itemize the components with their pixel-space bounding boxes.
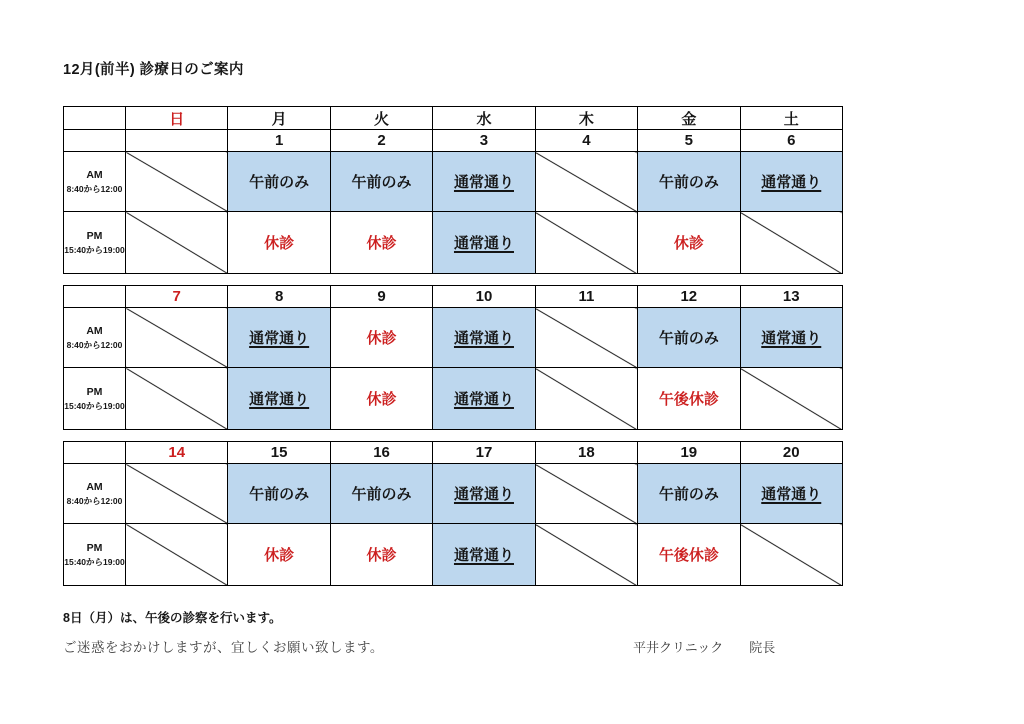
- schedule-cell: [228, 524, 330, 586]
- hours-label: 15:40から19:00: [64, 400, 125, 411]
- schedule-cell: [740, 152, 842, 212]
- schedule-cell-closed-diagonal: [126, 212, 228, 274]
- date-cell: 20: [740, 442, 842, 464]
- schedule-status: 午前のみ: [658, 174, 719, 191]
- pm-row: [64, 212, 843, 274]
- schedule-cell: [228, 212, 330, 274]
- schedule-status: 通常通り: [453, 391, 514, 408]
- schedule-cell: [433, 368, 535, 430]
- page-title: 12月(前半) 診療日のご案内: [63, 62, 244, 78]
- schedule-cell-closed-diagonal: [740, 368, 842, 430]
- am-label-cell: [64, 464, 126, 524]
- schedule-cell: [638, 464, 740, 524]
- schedule-status: 通常通り: [249, 391, 310, 408]
- schedule-cell: [638, 212, 740, 274]
- schedule-status: 午前のみ: [351, 486, 412, 503]
- schedule-cell: [330, 152, 432, 212]
- schedule-cell: [330, 212, 432, 274]
- schedule-cell-closed-diagonal: [535, 464, 637, 524]
- date-cell: 10: [433, 286, 535, 308]
- date-label-cell: [64, 286, 126, 308]
- schedule-status: 通常通り: [453, 235, 514, 252]
- schedule-cell: [433, 152, 535, 212]
- schedule-cell-closed-diagonal: [126, 368, 228, 430]
- schedule-status: 午前のみ: [249, 174, 310, 191]
- corner-cell: [64, 107, 126, 130]
- schedule-cell: [740, 464, 842, 524]
- schedule-cell: [638, 152, 740, 212]
- schedule-cell-closed-diagonal: [535, 308, 637, 368]
- hours-label: 15:40から19:00: [64, 244, 125, 255]
- day-header-cell: 水: [433, 107, 535, 130]
- period-label: PM: [86, 229, 103, 242]
- date-cell: 4: [535, 130, 637, 152]
- schedule-status: 通常通り: [453, 330, 514, 347]
- schedule-status: 休診: [264, 235, 295, 252]
- schedule-cell: [638, 524, 740, 586]
- schedule-status: 休診: [673, 235, 704, 252]
- schedule-status: 休診: [366, 547, 397, 564]
- schedule-cell: [638, 308, 740, 368]
- week-table-1: [63, 106, 843, 274]
- schedule-status: 通常通り: [453, 547, 514, 564]
- date-cell: 8: [228, 286, 330, 308]
- date-cell: 2: [330, 130, 432, 152]
- date-cell: 18: [535, 442, 637, 464]
- hours-label: 15:40から19:00: [64, 556, 125, 567]
- schedule-status: 午前のみ: [658, 486, 719, 503]
- date-cell: 19: [638, 442, 740, 464]
- period-label: AM: [86, 480, 103, 493]
- pm-label-cell: [64, 368, 126, 430]
- date-cell: 1: [228, 130, 330, 152]
- schedule-status: 通常通り: [761, 174, 822, 191]
- schedule-status: 午前のみ: [249, 486, 310, 503]
- schedule-status: 午前のみ: [658, 330, 719, 347]
- schedule-cell: [228, 464, 330, 524]
- day-header-cell: 火: [330, 107, 432, 130]
- clinic-name: 平井クリニック: [633, 640, 724, 655]
- date-cell: [126, 130, 228, 152]
- date-cell: 17: [433, 442, 535, 464]
- clinic-signature: [633, 637, 775, 656]
- schedule-status: 通常通り: [761, 330, 822, 347]
- schedule-cell: [228, 368, 330, 430]
- schedule-status: 休診: [366, 235, 397, 252]
- schedule-cell: [433, 308, 535, 368]
- schedule-cell-closed-diagonal: [740, 212, 842, 274]
- am-row: [64, 152, 843, 212]
- schedule-cell: [330, 368, 432, 430]
- day-header-cell: 日: [126, 107, 228, 130]
- schedule-cell: [433, 464, 535, 524]
- period-label: PM: [86, 541, 103, 554]
- pm-label-cell: [64, 524, 126, 586]
- hours-label: 8:40から12:00: [66, 495, 123, 506]
- date-cell: 12: [638, 286, 740, 308]
- day-header-cell: 月: [228, 107, 330, 130]
- date-cell: 9: [330, 286, 432, 308]
- date-cell: 11: [535, 286, 637, 308]
- period-label: AM: [86, 168, 103, 181]
- period-label: AM: [86, 324, 103, 337]
- pm-row: [64, 524, 843, 586]
- schedule-cell-closed-diagonal: [535, 524, 637, 586]
- footer-row: [63, 636, 843, 654]
- footer-note-apology: ご迷惑をおかけしますが、宜しくお願い致します。: [63, 640, 384, 655]
- schedule-cell: [330, 464, 432, 524]
- schedule-cell-closed-diagonal: [740, 524, 842, 586]
- date-cell: 15: [228, 442, 330, 464]
- pm-label-cell: [64, 212, 126, 274]
- date-cell: 14: [126, 442, 228, 464]
- schedule-cell-closed-diagonal: [535, 212, 637, 274]
- schedule-status: 午前のみ: [351, 174, 412, 191]
- schedule-cell: [740, 308, 842, 368]
- schedule-cell: [330, 308, 432, 368]
- hours-label: 8:40から12:00: [66, 339, 123, 350]
- date-cell: 7: [126, 286, 228, 308]
- am-row: [64, 464, 843, 524]
- schedule-cell-closed-diagonal: [126, 308, 228, 368]
- date-row: [64, 286, 843, 308]
- day-header-cell: 木: [535, 107, 637, 130]
- schedule-status: 休診: [264, 547, 295, 564]
- hours-label: 8:40から12:00: [66, 183, 123, 194]
- schedule-cell: [228, 152, 330, 212]
- date-row: [64, 442, 843, 464]
- date-cell: 5: [638, 130, 740, 152]
- schedule-cell: [433, 212, 535, 274]
- date-label-cell: [64, 442, 126, 464]
- schedule-cell: [638, 368, 740, 430]
- date-cell: 3: [433, 130, 535, 152]
- schedule-cell-closed-diagonal: [126, 464, 228, 524]
- director-title: 院長: [749, 640, 776, 655]
- schedule-cell: [433, 524, 535, 586]
- pm-row: [64, 368, 843, 430]
- schedule-cell: [228, 308, 330, 368]
- schedule-status: 通常通り: [453, 174, 514, 191]
- am-label-cell: [64, 152, 126, 212]
- week-table-2: [63, 285, 843, 430]
- schedule-status: 休診: [366, 391, 397, 408]
- schedule-calendar: [63, 106, 1024, 586]
- day-header-cell: 金: [638, 107, 740, 130]
- schedule-status: 午後休診: [658, 391, 719, 408]
- schedule-status: 通常通り: [249, 330, 310, 347]
- am-label-cell: [64, 308, 126, 368]
- date-cell: 13: [740, 286, 842, 308]
- date-row: [64, 130, 843, 152]
- schedule-cell: [330, 524, 432, 586]
- day-header-cell: 土: [740, 107, 842, 130]
- footer-note-special: 8日（月）は、午後の診察を行います。: [63, 611, 282, 625]
- schedule-status: 通常通り: [761, 486, 822, 503]
- schedule-notice-page: [0, 58, 1024, 654]
- date-cell: 16: [330, 442, 432, 464]
- day-header-row: [64, 107, 843, 130]
- schedule-cell-closed-diagonal: [535, 152, 637, 212]
- schedule-status: 通常通り: [453, 486, 514, 503]
- date-cell: 6: [740, 130, 842, 152]
- week-table-3: [63, 441, 843, 586]
- period-label: PM: [86, 385, 103, 398]
- schedule-status: 午後休診: [658, 547, 719, 564]
- schedule-status: 休診: [366, 330, 397, 347]
- schedule-cell-closed-diagonal: [126, 524, 228, 586]
- schedule-cell-closed-diagonal: [535, 368, 637, 430]
- am-row: [64, 308, 843, 368]
- schedule-cell-closed-diagonal: [126, 152, 228, 212]
- date-label-cell: [64, 130, 126, 152]
